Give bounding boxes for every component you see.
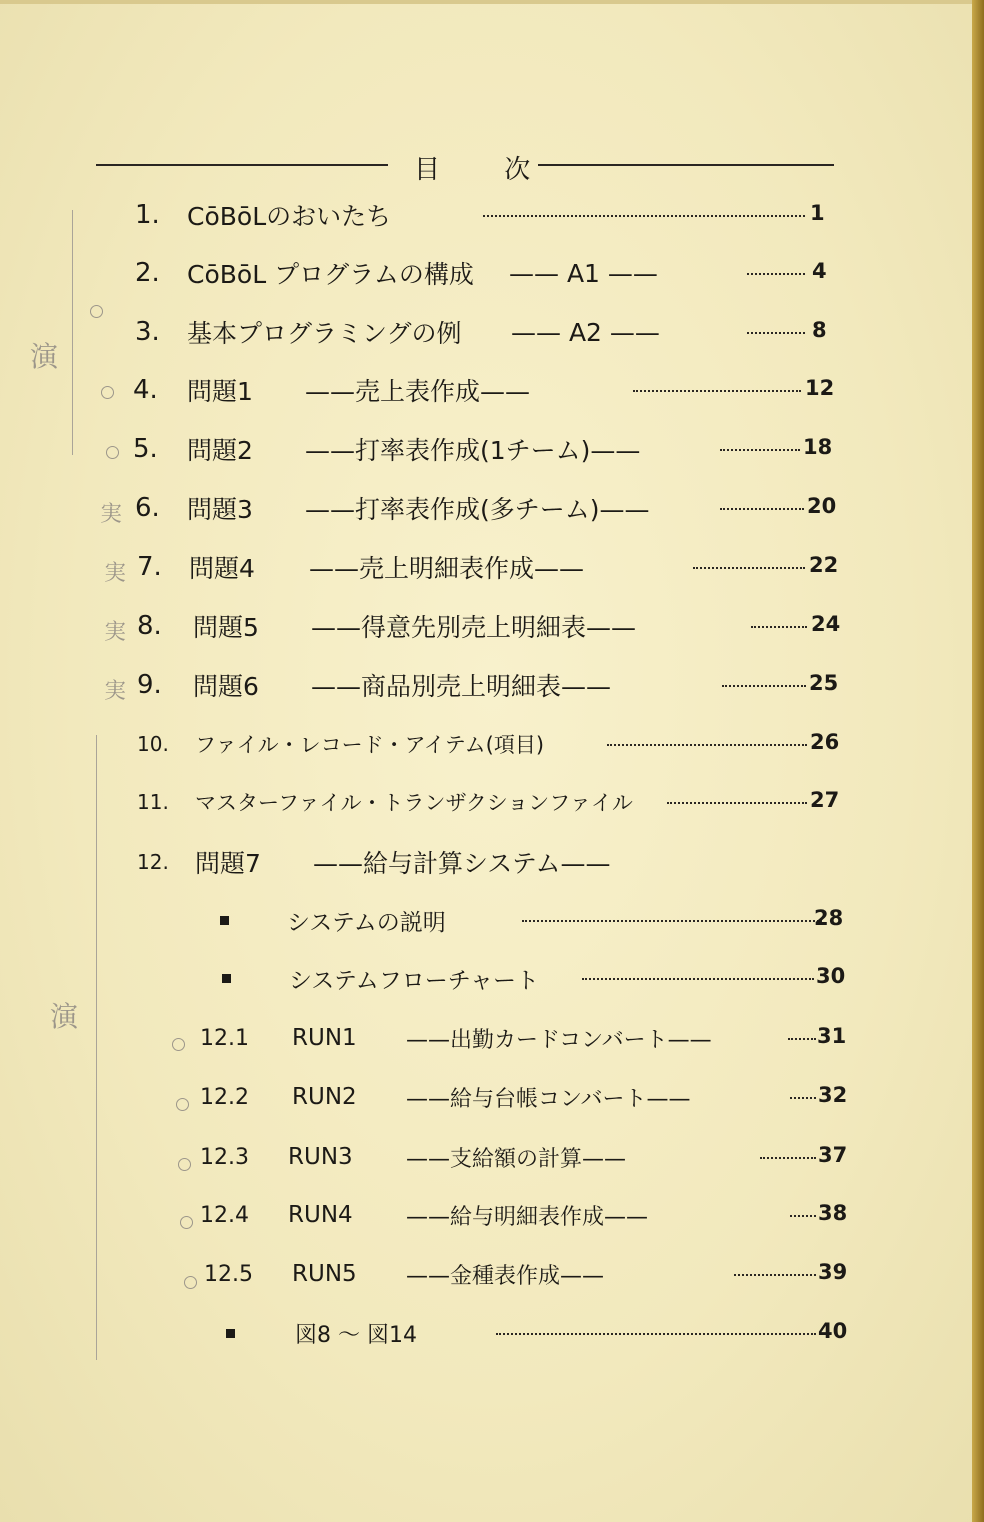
toc-entry-6	[135, 488, 837, 528]
toc-entry-12	[137, 842, 837, 882]
run-number: 12.2	[200, 1084, 249, 1110]
entry-number: 4.	[133, 375, 158, 405]
toc-entry-3	[135, 312, 835, 352]
entry-subtitle: —— A1 ——	[509, 258, 658, 288]
run-number: 12.3	[200, 1144, 249, 1170]
page-number: 18	[803, 435, 833, 459]
pencil-note-jitsu-3: 実	[104, 620, 127, 645]
pencil-note-jitsu-2: 実	[104, 561, 127, 586]
entry-label: CōBōLのおいたち	[187, 202, 392, 231]
pencil-note-jitsu-1: 実	[100, 502, 123, 527]
pencil-note-en: 演	[30, 340, 59, 373]
run-subtitle: ——支給額の計算——	[406, 1146, 627, 1172]
entry-number: 11.	[137, 790, 169, 814]
entry-label: 問題3	[187, 495, 253, 524]
entry-label: マスターファイル・トランザクションファイル	[195, 791, 633, 815]
page-number: 12	[805, 376, 835, 400]
toc-title: 目 次	[414, 155, 559, 185]
entry-number: 1.	[135, 200, 160, 230]
page-number: 26	[810, 730, 840, 754]
title-rule-left	[96, 164, 388, 166]
square-bullet-icon	[222, 974, 231, 983]
toc-figures	[226, 1313, 848, 1353]
toc-run-4	[200, 1195, 846, 1235]
page-number: 31	[817, 1024, 847, 1048]
leader-dots	[693, 567, 805, 569]
run-number: 12.1	[200, 1025, 249, 1051]
pencil-circle-mark	[176, 1098, 189, 1111]
leader-dots	[496, 1333, 816, 1335]
entry-label: 基本プログラミングの例	[187, 319, 462, 348]
toc-bullet-2	[222, 958, 848, 998]
entry-subtitle: —— A2 ——	[511, 317, 660, 347]
toc-run-2	[200, 1077, 846, 1117]
pencil-circle-mark	[184, 1276, 197, 1289]
page-number: 30	[816, 964, 846, 988]
pencil-bracket-2	[96, 735, 117, 1360]
leader-dots	[747, 273, 805, 275]
page-number: 8	[812, 318, 827, 342]
run-number: 12.5	[204, 1261, 253, 1287]
entry-number: 2.	[135, 258, 160, 288]
pencil-circle-mark	[178, 1158, 191, 1171]
page-number: 32	[818, 1083, 848, 1107]
leader-dots	[522, 920, 822, 922]
entry-label: 問題2	[187, 436, 253, 465]
run-label: RUN3	[288, 1144, 353, 1170]
entry-label: 問題5	[193, 613, 259, 642]
entry-subtitle: ——売上表作成——	[305, 377, 531, 406]
toc-entry-5	[133, 429, 835, 469]
paper-top-edge	[0, 0, 984, 4]
leader-dots	[747, 332, 805, 334]
leader-dots	[790, 1215, 816, 1217]
pencil-note-en-2: 演	[50, 1000, 79, 1033]
entry-number: 8.	[137, 611, 162, 641]
entry-subtitle: ——打率表作成(1チーム)——	[305, 436, 641, 465]
toc-entry-8	[137, 606, 841, 646]
run-subtitle: ——給与明細表作成——	[406, 1204, 649, 1230]
entry-number: 3.	[135, 317, 160, 347]
toc-entry-9	[137, 665, 837, 705]
page-number: 4	[812, 259, 827, 283]
bullet-label: システムフローチャート	[289, 967, 540, 994]
toc-entry-11	[137, 782, 840, 822]
entry-subtitle: ——給与計算システム——	[313, 849, 611, 878]
page-number: 25	[809, 671, 839, 695]
page-number: 27	[810, 788, 840, 812]
toc-entry-7	[137, 547, 837, 587]
pencil-circle-mark	[180, 1216, 193, 1229]
leader-dots	[734, 1274, 816, 1276]
entry-label: 問題7	[195, 849, 261, 878]
entry-number: 9.	[137, 670, 162, 700]
page-number: 40	[818, 1319, 848, 1343]
pencil-circle-mark	[172, 1038, 185, 1051]
leader-dots	[722, 685, 806, 687]
toc-title-row	[96, 145, 836, 185]
leader-dots	[790, 1097, 816, 1099]
leader-dots	[720, 508, 804, 510]
pencil-circle-mark	[101, 386, 114, 399]
entry-subtitle: ——得意先別売上明細表——	[311, 613, 637, 642]
toc-run-5	[204, 1254, 846, 1294]
entry-subtitle: ——売上明細表作成——	[309, 554, 585, 583]
pencil-circle-mark	[90, 305, 103, 318]
entry-number: 12.	[137, 850, 169, 874]
leader-dots	[751, 626, 807, 628]
run-label: RUN5	[292, 1261, 357, 1287]
entry-label: 問題4	[189, 554, 255, 583]
entry-label: 問題1	[187, 377, 253, 406]
pencil-note-jitsu-4: 実	[104, 679, 127, 704]
title-rule-right	[538, 164, 834, 166]
leader-dots	[607, 744, 807, 746]
run-subtitle: ——出勤カードコンバート——	[406, 1027, 712, 1053]
run-number: 12.4	[200, 1202, 249, 1228]
toc-bullet-1	[220, 900, 846, 940]
page-number: 24	[811, 612, 841, 636]
leader-dots	[633, 390, 801, 392]
square-bullet-icon	[220, 916, 229, 925]
toc-run-3	[200, 1137, 846, 1177]
run-label: RUN4	[288, 1202, 353, 1228]
entry-label: ファイル・レコード・アイテム(項目)	[195, 733, 545, 757]
paper-right-edge	[972, 0, 984, 1522]
pencil-bracket-1	[72, 210, 93, 455]
page-number: 37	[818, 1143, 848, 1167]
entry-label: 問題6	[193, 672, 259, 701]
run-label: RUN2	[292, 1084, 357, 1110]
entry-subtitle: ——打率表作成(多チーム)——	[305, 495, 650, 524]
entry-number: 7.	[137, 552, 162, 582]
toc-entry-4	[133, 370, 835, 410]
run-label: RUN1	[292, 1025, 357, 1051]
run-subtitle: ——給与台帳コンバート——	[406, 1086, 691, 1112]
page-number: 28	[814, 906, 844, 930]
toc-entry-10	[137, 724, 840, 764]
entry-subtitle: ——商品別売上明細表——	[311, 672, 612, 701]
leader-dots	[483, 215, 805, 217]
entry-number: 10.	[137, 732, 169, 756]
square-bullet-icon	[226, 1329, 235, 1338]
figures-label: 図8 〜 図14	[295, 1322, 417, 1348]
leader-dots	[667, 802, 807, 804]
leader-dots	[788, 1038, 816, 1040]
page-number: 39	[818, 1260, 848, 1284]
toc-run-1	[200, 1018, 846, 1058]
page-number: 1	[810, 201, 825, 225]
bullet-label: システムの説明	[287, 909, 446, 936]
pencil-circle-mark	[106, 446, 119, 459]
entry-number: 6.	[135, 493, 160, 523]
toc-entry-1	[135, 195, 835, 235]
entry-number: 5.	[133, 434, 158, 464]
page-number: 20	[807, 494, 837, 518]
leader-dots	[760, 1157, 816, 1159]
leader-dots	[720, 449, 800, 451]
leader-dots	[582, 978, 814, 980]
toc-entry-2	[135, 253, 835, 293]
page-number: 22	[809, 553, 839, 577]
entry-label: CōBōL プログラムの構成	[187, 260, 474, 289]
page-number: 38	[818, 1201, 848, 1225]
run-subtitle: ——金種表作成——	[406, 1263, 605, 1289]
